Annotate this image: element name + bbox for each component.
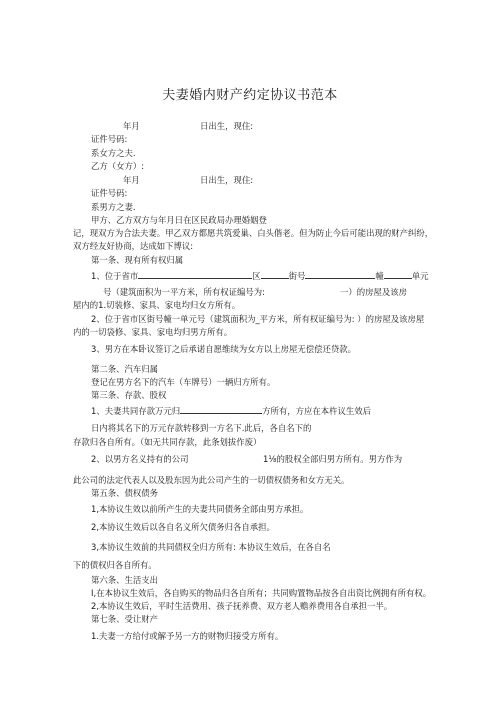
- article-2-heading: 第二条、汽车归属: [91, 364, 158, 374]
- article-3-clause-1-line-3: 存款归各自所有。（如无共同存款，此条划拔作废）: [73, 437, 262, 447]
- city-blank: [138, 270, 252, 279]
- article-7-heading: 第七条、受让财产: [91, 614, 158, 624]
- preamble-line-1: 甲方、乙方双方与年月日在区民政局办理婚姻登: [91, 215, 267, 225]
- district-label: 区: [252, 271, 261, 281]
- article-1-clause-2-line-1: 2、位于省市区街号幢一单元号（建筑面积为_平方米，所有权证编号为: ）的房屋及该房屋: [91, 314, 425, 324]
- article-6-clause-2: 2,本协议生效后，平时生活费用、孩子抚养费、双方老人赡养费用各自承担一半。: [91, 601, 393, 611]
- preamble-line-2: 记，现双方为合法夫妻。甲乙双方都愿共筑爱巢、白头偕老。但为防止今后可能出现的财产纠纷，: [73, 228, 434, 238]
- article-3-clause-1-line-1: [91, 405, 371, 417]
- id-number-label-husband: 证件号码:: [91, 134, 128, 144]
- husband-relation-line: 系女方之夫.: [91, 148, 136, 158]
- article-5-clause-3-line-2: 下的债权归各自所有。: [73, 560, 157, 570]
- article-5-heading: 第五条、债权债务: [91, 488, 158, 498]
- article-1-clause-2-line-2: 内的一切袋修、家具、家电均归男方所有。: [73, 327, 233, 337]
- birth-day-address-label-wife: 日出生，现住:: [200, 175, 254, 185]
- article-2-body: 登记在男方名下的汽车（车牌号）一辆归方所有。: [91, 377, 276, 387]
- article-5-clause-1: 1,本协议生效以前所产生的夫妻共同债务全部由男方承担。: [91, 504, 309, 514]
- preamble-line-3: 双方经友好协商，达成如下博议:: [73, 241, 194, 251]
- article-3-heading: 第三条、存款、股权: [91, 390, 167, 400]
- article-5-clause-3-line-1: 3,本协议生效前的共同债权全归方所有: 本协议生效后，在各自名: [91, 542, 331, 552]
- deposit-owner-blank: [180, 405, 262, 414]
- article-5-clause-2: 2,本协议生效后以各自名义所欠债务归各自承担。: [91, 522, 275, 532]
- article-3-clause-1-line-2: 日内将其名下的万元存款转移到一方名下.此后，各自名下的: [91, 423, 312, 433]
- article-1-clause-3: 3、男方在本卧议签订之后承诺自愿维续为女方以上房屋无偿偿还贷款。: [91, 344, 356, 354]
- birth-year-month-label-husband: 年月: [123, 121, 140, 131]
- id-number-label-wife: 证件号码:: [91, 188, 128, 198]
- deposit-transfer-text: 方所有，方应在本杵议生效后: [262, 406, 371, 416]
- district-blank: [261, 270, 289, 279]
- birth-year-month-label-wife: 年月: [123, 175, 140, 185]
- unit-label: 单元: [411, 271, 429, 281]
- article-3-clause-2-line-2: 此公司的法定代表人以及股东因为此公司产生的一切债权债务和女方无关。: [73, 475, 350, 485]
- document-title: 夫妻婚内财产约定协议书范本: [162, 88, 338, 103]
- article-1-clause-1-line-2a: 号（建筑面积为一平方米，所有权证编号为:: [103, 287, 265, 297]
- article-3-clause-2-line-1a: 2、以男方名义持有的公司: [91, 454, 189, 464]
- article-6-heading: 第六条、生活支出: [91, 575, 158, 585]
- article-7-clause-1: 1.夫妻一方给付或解予另一方的财物归接受方所有。: [91, 631, 284, 641]
- street-blank: [305, 270, 375, 279]
- article-1-clause-1-line-3: 屋内的1.切装修、家具、家电均归女方所有。: [73, 300, 241, 310]
- street-no-label: 街号: [288, 271, 306, 281]
- article-3-clause-2-line-1b: 1⅛的股权全部归男方所有。男方作为: [263, 454, 403, 464]
- article-6-clause-1: I,在本协议生效后，各自购买的物品归各自所有；共同购置物品按各自出资比例拥有所有权。: [91, 588, 432, 598]
- wife-relation-line: 系男方之妻.: [91, 202, 136, 212]
- province-city-label: 1、位于省市: [91, 271, 139, 281]
- building-label: 幢: [375, 271, 384, 281]
- birth-day-address-label-husband: 日出生，现住:: [200, 121, 254, 131]
- building-blank: [384, 270, 412, 279]
- party-b-label: 乙方（女方）:: [91, 161, 145, 171]
- article-1-clause-1-line-2b: 一）的房屋及该房: [340, 287, 407, 297]
- article-1-clause-1-line-1: [91, 270, 428, 282]
- joint-deposit-label: 1、夫妻共同存款万元归: [91, 406, 181, 416]
- article-1-heading: 第一条、现有所有权归属: [91, 255, 184, 265]
